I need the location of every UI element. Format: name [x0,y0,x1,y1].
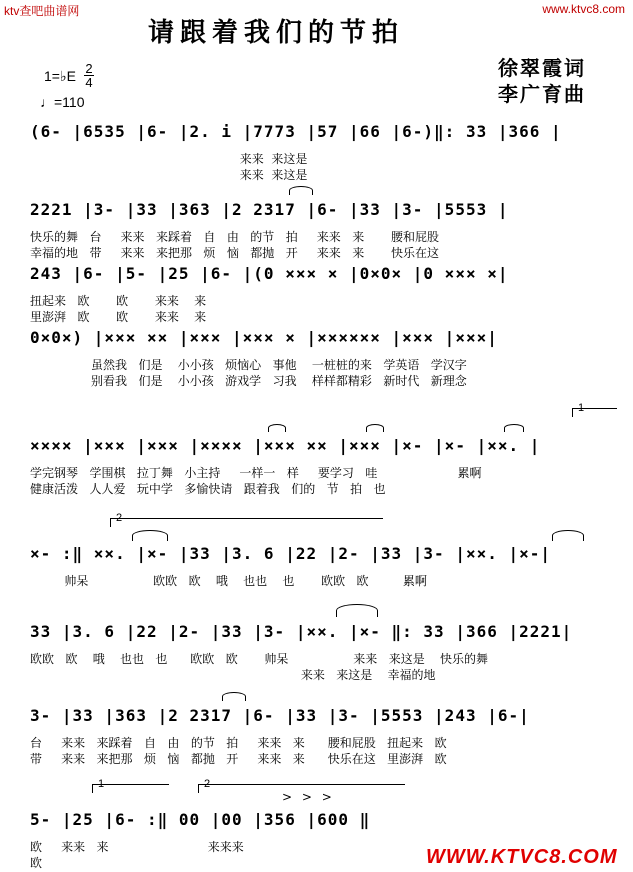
time-signature-top: 2 [85,61,93,76]
lyric-row-5-verse-2: 健康活泼 人人爱 玩中学 多愉快请 跟着我 们的 节 拍 也 [30,482,386,496]
lyric-row-5-verse-1: 学完钢琴 学围棋 拉丁舞 小主持 一样一 样 要学习 哇 累啊 [30,466,482,480]
brand-logo: WWW.KTVC8.COM [426,846,618,868]
volta-2-label: 2 [116,512,123,524]
song-title: 请跟着我们的节拍 [148,18,405,48]
volta-2-bracket [110,518,383,527]
lyric-row-7-verse-2: 来来 来这是 幸福的地 [30,668,436,682]
staff-row-3: 243 |6- |5- |25 |6- |(0 ××× × |0×0× |0 ××× ×| [30,263,509,283]
tie-mark [366,424,384,432]
lyric-row-1-verse-2: 来来 来这是 [30,168,308,182]
tie-mark [336,604,378,617]
key-signature: 1=♭E [44,68,76,84]
staff-row-6: ×- :‖ ××. |×- |33 |3. 6 |22 |2- |33 |3- |××. |×-| [30,543,552,563]
time-signature [84,62,94,89]
lyricist-credit: 徐翠霞词 [498,56,586,80]
lyric-row-3-verse-1: 扭起来 欧 欧 来来 来 [30,294,207,308]
lyric-row-9-verse-2: 欧 [30,856,43,870]
staff-row-5: ×××× |××× |××× |×××× |××× ×× |××× |×- |×- |××. | [30,435,541,455]
tie-mark [289,186,313,195]
lyric-row-8-verse-2: 带 来来 来把那 烦 恼 都抛 开 来来 来 快乐在这 里澎湃 欧 [30,752,447,766]
tie-mark [132,530,168,541]
lyric-row-9-verse-1: 欧 来来 来 来来来 [30,840,244,854]
lyric-row-4-verse-1: 虽然我 们是 小小孩 烦恼心 事他 一桩桩的来 学英语 学汉字 [30,358,467,372]
lyric-row-2-verse-2: 幸福的地 带 来来 来把那 烦 恼 都抛 开 来来 来 快乐在这 [30,246,439,260]
volta-1-bracket [92,784,169,793]
lyric-row-8-verse-1: 台 来来 来踩着 自 由 的节 拍 来来 来 腰和屁股 扭起来 欧 [30,736,447,750]
staff-row-9: 5- |25 |6- :‖ 00 |00 |356 |600 ‖ [30,809,371,829]
volta-1-label: 1 [578,402,585,414]
volta-1-bracket [572,408,617,417]
time-signature-bottom: 4 [85,75,93,90]
staff-row-1: (6- |6535 |6- |2. i |7773 |57 |66 |6-)‖: 33 |366 | [30,121,562,141]
accent-marks: > > > [282,790,335,804]
lyric-row-3-verse-2: 里澎湃 欧 欧 来来 来 [30,310,207,324]
staff-row-4: 0×0×) |××× ×× |××× |××× × |×××××× |××× |×××| [30,327,498,347]
tie-mark [268,424,286,432]
tie-mark [504,424,524,432]
composer-credit: 李广育曲 [498,82,586,106]
lyric-row-1-verse-1: 来来 来这是 [30,152,308,166]
staff-row-7: 33 |3. 6 |22 |2- |33 |3- |××. |×- ‖: 33 |366 |2221| [30,621,573,641]
staff-row-2: 2221 |3- |33 |363 |2 2317 |6- |33 |3- |5553 | [30,199,509,219]
site-watermark-top-left: ktv查吧曲谱网 [4,4,80,18]
volta-2-label: 2 [204,778,211,790]
lyric-row-7-verse-1: 欧欧 欧 哦 也也 也 欧欧 欧 帅呆 来来 来这是 快乐的舞 [30,652,488,666]
tempo-marking: ♩=110 [40,94,85,110]
lyric-row-2-verse-1: 快乐的舞 台 来来 来踩着 自 由 的节 拍 来来 来 腰和屁股 [30,230,439,244]
site-watermark-top-right: www.ktvc8.com [542,2,625,16]
tie-mark [552,530,584,541]
volta-1-label: 1 [98,778,105,790]
lyric-row-4-verse-2: 别看我 们是 小小孩 游戏学 习我 样样都精彩 新时代 新理念 [30,374,467,388]
tie-mark [222,692,246,701]
staff-row-8: 3- |33 |363 |2 2317 |6- |33 |3- |5553 |243 |6-| [30,705,530,725]
lyric-row-6: 帅呆 欧欧 欧 哦 也也 也 欧欧 欧 累啊 [30,574,427,588]
